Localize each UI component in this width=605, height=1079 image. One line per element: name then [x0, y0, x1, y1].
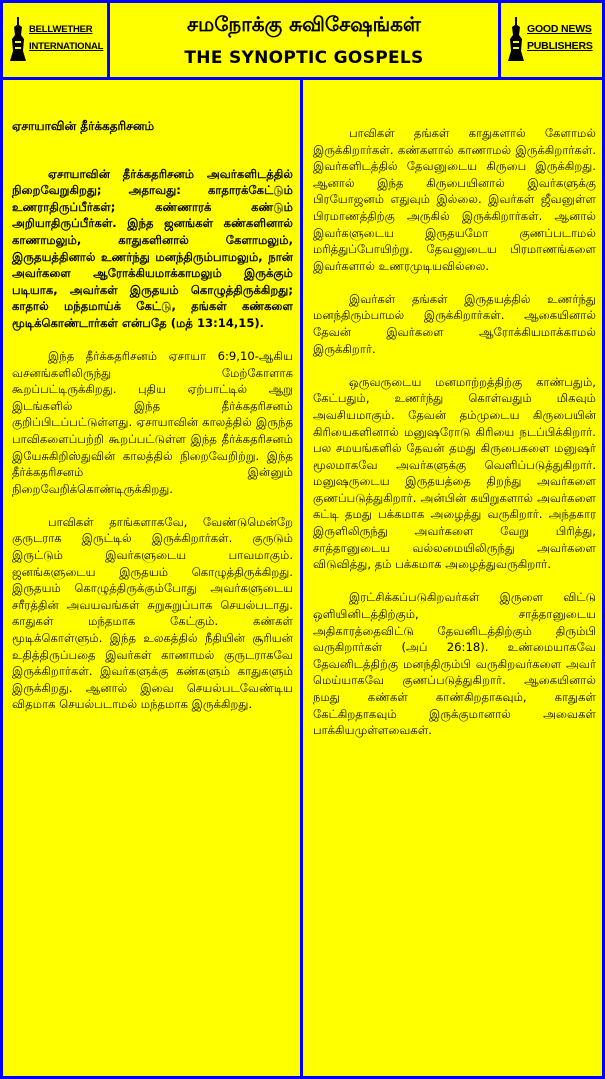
- right-paragraph-4: இரட்சிக்கப்படுகிறவர்கள் இருளை விட்டு ஒளியினிடத்திற்கும், சாத்தானுடைய அதிகாரத்தைவிட்டு தேவனிடத்திற்கும் திரும்பி வருகிறார்கள் (அப் 26:18). உண்மையாகவே தேவனிடத்திற்கு மனந்திரும்பி வருகிறவர்களை அவர் மெய்யாகவே குணப்படுத்துகிறார். ஆகையினால் நமது கண்கள் காண்கிறதாகவும், காதுகள் கேட்கிறதாகவும் இருக்குமானால் அவைகள் பாக்கியமுள்ளவைகள்.: [313, 590, 596, 738]
- right-logo-line-2: PUBLISHERS: [527, 40, 593, 52]
- column-divider: [300, 80, 303, 1079]
- page-title-english: THE SYNOPTIC GOSPELS: [184, 48, 424, 68]
- right-paragraph-3: ஒருவருடைய மனமாற்றத்திற்கு காண்பதும், கேட்பதும், உணர்ந்து கொள்வதும் மிகவும் அவசியமாகும். தேவன் தம்முடைய கிருபையின் கிரியைகளினால் மனுஷரோடு கிரியை நடப்பிக்கிறார். பல சமயங்களில் தேவன் தமது கிருபைகளை மனுஷர் மூலமாகவே அவர்களுக்கு வெளிப்படுத்துகிறார். மனுஷருடைய இருதயத்தை திறந்து அவர்களை குணப்படுத்துகிறார். அன்பின் கயிறுகளால் அவர்களை கட்டி தமது பக்கமாக அழைத்து வருகிறார். அந்தகார இருளிலிருந்து அவர்களை வேறு பிரித்து, சாத்தானுடைய வல்லமையிலிருந்து அவர்களை விடுவித்து, தம் பக்கமாக அழைத்துவருகிறார்.: [313, 374, 596, 572]
- page-header: [0, 0, 605, 80]
- left-logo-line-1: BELLWETHER: [29, 24, 93, 35]
- left-paragraph-1: ஏசாயாவின் தீர்க்கதரிசனம் அவர்களிடத்தில் நிறைவேறுகிறது; அதாவது: காதாரக்கேட்டும் உணராதிருப்பீர்கள்; கண்ணாரக் கண்டும் அறியாதிருப்பீர்கள். இந்த ஜனங்கள் கண்களினால் காணாமலும், காதுகளினால் கேளாமலும், இருதயத்தினால் உணர்ந்து மனந்திரும்பாமலும், நான் அவர்களை ஆரோக்கியமாக்காமலும் இருக்கும் படியாக, அவர்கள் இருதயம் கொழுத்திருக்கிறது; காதால் மந்தமாய்க் கேட்டு, தங்கள் கண்களை மூடிக்கொண்டார்கள் என்பதே (மத் 13:14,15).: [12, 166, 293, 330]
- section-heading: ஏசாயாவின் தீர்க்கதரிசனம்: [12, 119, 155, 133]
- right-logo-line-1: GOOD NEWS: [527, 23, 592, 35]
- left-logo-line-2: INTERNATIONAL: [29, 41, 104, 52]
- good-news-logo: [498, 3, 602, 77]
- page-title-tamil: சமநோக்கு சுவிசேஷங்கள்: [187, 12, 421, 36]
- bellwether-logo-icon: [9, 15, 27, 63]
- title-block: [110, 3, 498, 77]
- right-column: [313, 125, 596, 755]
- bellwether-logo: [3, 3, 110, 77]
- left-column: [12, 118, 293, 730]
- left-paragraph-2: இந்த தீர்க்கதரிசனம் ஏசாயா 6:9,10-ஆகிய வசனங்களிலிருந்து மேற்கோளாக கூறப்பட்டிருக்கிறது. புதிய ஏற்பாட்டில் ஆறு இடங்களில் இந்த தீர்க்கதரிசனம் குறிப்பிடப்பட்டுள்ளது. ஏசாயாவின் காலத்தில் இருந்த பாவிகளைப்பற்றி கூறப்பட்டுள்ள இந்த தீர்க்கதரிசனம் இயேசுகிறிஸ்துவின் காலத்தில் நிறைவேறிற்று. இந்த தீர்க்கதரிசனம் இன்னும் நிறைவேறிக்கொண்டிருக்கிறது.: [12, 349, 293, 496]
- left-paragraph-3: பாவிகள் தாங்களாகவே, வேண்டுமென்றே குருடராக இருட்டில் இருக்கிறார்கள். குருடும் இருட்டும் இவர்களுடைய பாவமாகும். ஜனங்களுடைய இருதயம் கொழுத்திருக்கிறது. இருதயம் கொழுத்திருக்கும்போது அவர்களுடைய சரீரத்தின் அவயவங்கள் சுறுசுறுப்பாக செயல்படாது. காதுகள் மந்தமாக கேட்கும். கண்கள் மூடிக்கொள்ளும். இந்த உலகத்தில் நீதியின் சூரியன் உதித்திருப்பதை இவர்கள் காணாமல் குருடராகவே இருக்கிறார்கள். இவர்களுக்கு கண்களும் காதுகளும் இருக்கிறது. ஆனால் இவை செயல்படவேண்டிய விதமாக செயல்படாமல் மந்தமாக இருக்கிறது.: [12, 514, 293, 712]
- right-paragraph-1: பாவிகள் தங்கள் காதுகளால் கேளாமல் இருக்கிறார்கள். கண்களால் காணாமல் இருக்கிறார்கள். இவர்களிடத்தில் தேவனுடைய கிருபை இருக்கிறது. ஆனால் இந்த கிருபையினால் இவர்களுக்கு பிரயோஜனம் எதுவும் இல்லை. இவர்கள் ஜீவனுள்ள பிரமாணத்திற்கு அருகில் இருக்கிறார்கள். ஆனால் இவர்களுடைய இருதயமோ குணப்படாமல் மரித்துப்போயிற்று. தேவனுடைய பிரமாணங்களை இவர்களால் உணரமுடியவில்லை.: [313, 126, 596, 273]
- good-news-logo-icon: [507, 15, 525, 63]
- right-paragraph-2: இவர்கள் தங்கள் இருதயத்தில் உணர்ந்து மனந்திரும்பாமல் இருக்கிறார்கள். ஆகையினால் தேவன் இவர்களை ஆரோக்கியமாக்காமல் இருக்கிறார்.: [313, 291, 596, 356]
